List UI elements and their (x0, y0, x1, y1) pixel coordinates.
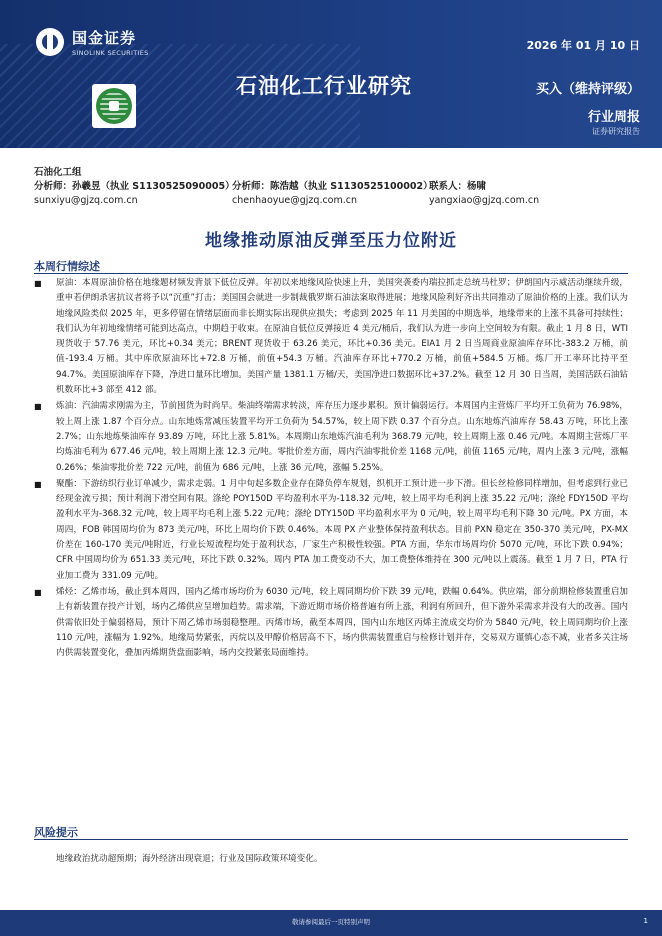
section-divider (34, 839, 628, 840)
report-title: 石油化工行业研究 (236, 74, 412, 98)
bullet-icon: ■ (34, 479, 42, 489)
contact: 联系人：杨啸 (429, 181, 487, 192)
paragraph-text: 原油：本周原油价格在地缘题材频发背景下低位反弹。年初以来地缘风险快速上升，美国突袭委内瑞拉抓走总统马杜罗；伊朗国内示威活动继续升级，重申若伊朗杀害抗议者将予以“沉重”打击；美国国会就进一步制裁俄罗斯石油法案取得进展；地缘风险利好齐出共同推动了原油价格的上涨。我们认为地缘风险类似 2025 年，更多停留在情绪层面而非长期实际出现供应损失；考虑到 2025 年 11 月美国的中期选举，地缘带来的上涨不具备可持续性；我们认为年初地缘情绪可能到达高点，中期趋于收束。在原油自低位反弹接近 4 美元/桶后，我们认为进一步向上空间较为有限。截止 1 月 8 日，WTI 现货收于 57.76 美元，环比+0.34 美元；BRENT 现货收于 63.26 美元，环比+0.36 美元。EIA1 月 2 日当周商业原油库存环比-383.2 万桶，前值-193.4 万桶。其中库欣原油环比+72.8 万桶，前值+54.3 万桶。汽油库存环比+770.2 万桶，前值+584.5 万桶。炼厂开工率环比持平至 94.7%。美国原油库存下降，净进口量环比增加。美国产量 1381.1 万桶/天，美国净进口数据环比+37.2%。截至 12 月 30 日当周，美国活跃石油钻机数环比+3 部至 412 部。 (56, 278, 628, 396)
rating: 买入（维持评级） (535, 82, 640, 97)
bullet-icon: ■ (34, 279, 42, 288)
team-name: 石油化工组 (34, 167, 82, 178)
market-review-body (34, 276, 628, 661)
report-type: 证券研究报告 (592, 127, 640, 136)
risk-text: 地缘政治扰动超预期；海外经济出现衰退；行业及国际政策环境变化。 (56, 854, 323, 864)
page-number: 1 (643, 917, 648, 925)
logo-en: SINOLINK SECURITIES (72, 49, 149, 57)
disclaimer-link[interactable]: 敬请参阅最后一页特别声明 (292, 918, 370, 926)
bullet-icon: ■ (34, 402, 42, 412)
paragraph-text: 聚酯：下游纺织行业订单减少，需求走弱。1 月中旬起多数企业存在降负停车规划，织机开工预计进一步下滑。但长丝检修同样增加，但考虑到行业已经现金流亏损；预计利润下滑空间有限。涤纶 POY150D 平均盈利水平为-118.32 元/吨，较上周平均毛利润上涨 35.22 元/吨；涤纶 FDY150D 平均盈利水平为-368.32 元/吨，较上周平均毛利上涨 5.22 元/吨；涤纶 DTY150D 平均盈利水平为 0 元/吨，较上周平均毛利下降 30 元/吨。PX 方面，本周四，FOB 韩国周均价为 873 美元/吨，环比上周均价下跌 0.46%。本周 PX 产业整体保持盈利状态。目前 PXN 稳定在 350-370 美元/吨，PX-MX 价差在 160-170 美元/吨附近，行业长短流程均处于盈利状态，厂家生产积极性较强。PTA 方面，华东市场周均价 5070 元/吨，环比下跌 0.94%；CFR 中国周均价为 651.33 美元/吨，环比下跌 0.32%。周内 PTA 加工费变动不大，加工费整体维持在 300 元/吨以上震荡。截至 1 月 7 日，PTA 行业加工费为 331.09 元/吨。 (56, 478, 628, 581)
brand-logo (36, 27, 149, 57)
paragraph-text: 炼油：汽油需求刚需为主，节前囤货为时尚早。柴油终端需求转淡，库存压力逐步累积。预计偏弱运行。本周国内主营炼厂平均开工负荷为 76.98%，较上周上涨 1.87 个百分点。山东地炼常减压装置平均开工负荷为 54.57%，较上周下跌 0.37 个百分点。山东地炼汽油库存 58.43 万吨，环比上涨 2.7%；山东地炼柴油库存 93.89 万吨，环比上涨 5.81%。本周期山东地炼汽油毛利为 368.79 元/吨，较上周期上涨 0.46 元/吨。本周期主营炼厂平均炼油毛利为 677.46 元/吨，较上周期上涨 12.3 元/吨。零批价差方面，周内汽油零批价差 1168 元/吨，前值 1165 元/吨，周内上涨 3 元/吨，涨幅 0.26%；柴油零批价差 722 元/吨，前值为 686 元/吨，上涨 36 元/吨，涨幅 5.25%。 (56, 401, 628, 473)
report-header (0, 0, 662, 148)
section-divider (34, 273, 628, 274)
logo-mark-icon (36, 28, 64, 56)
analyst-1: 分析师：孙羲昱（执业 S1130525090005） (34, 181, 235, 192)
report-date: 2026 年 01 月 10 日 (526, 39, 640, 52)
page-footer (0, 910, 662, 936)
analyst-2: 分析师：陈浩越（执业 S1130525100002） (232, 181, 433, 192)
paragraph-polyester (34, 477, 628, 584)
analyst-2-email[interactable]: chenhaoyue@gjzq.com.cn (232, 195, 358, 206)
bullet-icon: ■ (34, 587, 42, 597)
logo-cn: 国金证券 (72, 29, 137, 47)
paragraph-text: 烯烃：乙烯市场，截止到本周四，国内乙烯市场均价为 6030 元/吨，较上周同期均价下跌 39 元/吨，跌幅 0.64%。供应端，部分前期检修装置重启加上有新装置存投产计划，场内乙烯供应呈增加趋势。需求端，下游近期市场价格普遍有所上涨，利润有所回升，但下游外采需求并没有大的改善。国内供需依旧处于偏弱格局，预计下周乙烯市场弱稳整理。丙烯市场，截至本周四，国内山东地区丙烯主流成交均价为 5840 元/吨，较上周同期均价上涨 110 元/吨，涨幅为 1.92%。地缘局势紧张，丙烷以及甲醇价格居高不下，场内供需装置重启与检修计划并存，交易双方谨慎心态不减，业者多关注场内供需装置变化，叠加丙烯期货盘面影响，场内交投紧张局面维持。 (56, 586, 628, 659)
qr-code-icon (92, 84, 136, 128)
contact-email[interactable]: yangxiao@gjzq.com.cn (429, 195, 540, 206)
report-kind: 行业周报 (587, 110, 640, 125)
section-title-market: 本周行情综述 (34, 260, 100, 273)
author-block (34, 166, 634, 208)
paragraph-olefins (34, 585, 628, 661)
paragraph-crude (34, 276, 628, 398)
analyst-1-email[interactable]: sunxiyu@gjzq.com.cn (34, 195, 138, 206)
section-title-risk: 风险提示 (34, 826, 78, 839)
paragraph-refining (34, 399, 628, 475)
main-title: 地缘推动原油反弹至压力位附近 (205, 231, 457, 251)
